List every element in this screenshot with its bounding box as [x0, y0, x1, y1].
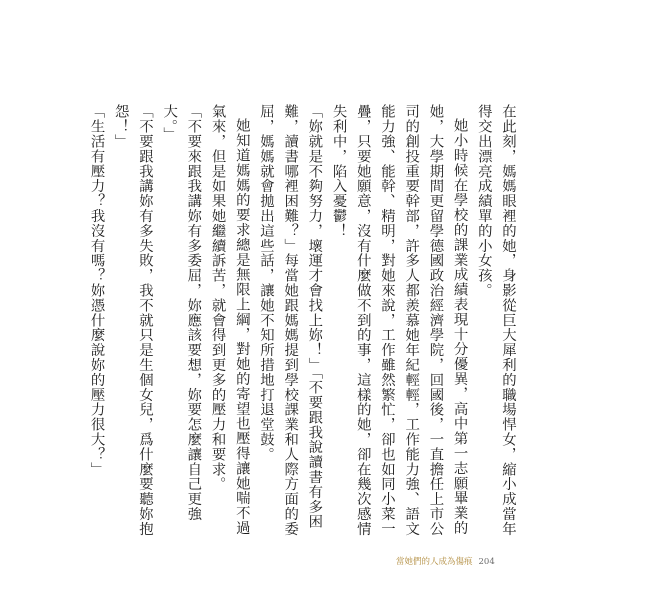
paragraph-4: 她知道媽媽的要求總是無限上綱，對她的寄望也壓得讓她喘不過氣來，但是如果她繼續訴苦，就會得到更多的壓力和要求。: [209, 104, 250, 536]
paragraph-5: 「不要來跟我講妳有多委屈，妳應該要想，妳要怎麼讓自己更強大。」: [161, 104, 202, 522]
paragraph-3: 「妳就是不夠努力，壞運才會找上妳！」「不要跟我說讀書有多困難，讀書哪裡困難？」每當她跟媽媽提到學校課業和人際方面的委屈，媽媽就會拋出這些話，讓她不知所措地打退堂鼓。: [257, 104, 323, 537]
running-title: 當她們的人成為傷痕: [396, 557, 473, 567]
page-footer: [396, 555, 495, 567]
paragraph-7: 「生活有壓力？我沒有嗎？妳憑什麼說妳的壓力很大？」: [88, 104, 105, 477]
paragraph-2: 她小時候在學校的課業成績表現十分優異，高中第一志願畢業的她，大學期間更留學德國政治經濟學院，回國後，一直擔任上市公司的創投重要幹部，許多人都羨慕她年紀輕輕，工作能力強、語文能力強、能幹、精明，對她來說，工作雖然繁忙，卻也如同小菜一疊，只要她願意，沒有什麼做不到的事，這樣的她，卻在幾次感情失利中，陷入憂鬱！: [330, 104, 468, 537]
paragraph-6: 「不要跟我講妳有多失敗，我不就只是生個女兒，爲什麼要聽妳抱怨！」: [112, 104, 153, 537]
vertical-text-body: [88, 104, 520, 544]
paragraph-1: 在此刻，媽媽眼裡的她，身影從巨大犀利的職場悍女，縮小成當年得交出漂亮成績單的小女孩。: [475, 104, 516, 537]
page-number: 204: [478, 557, 495, 567]
